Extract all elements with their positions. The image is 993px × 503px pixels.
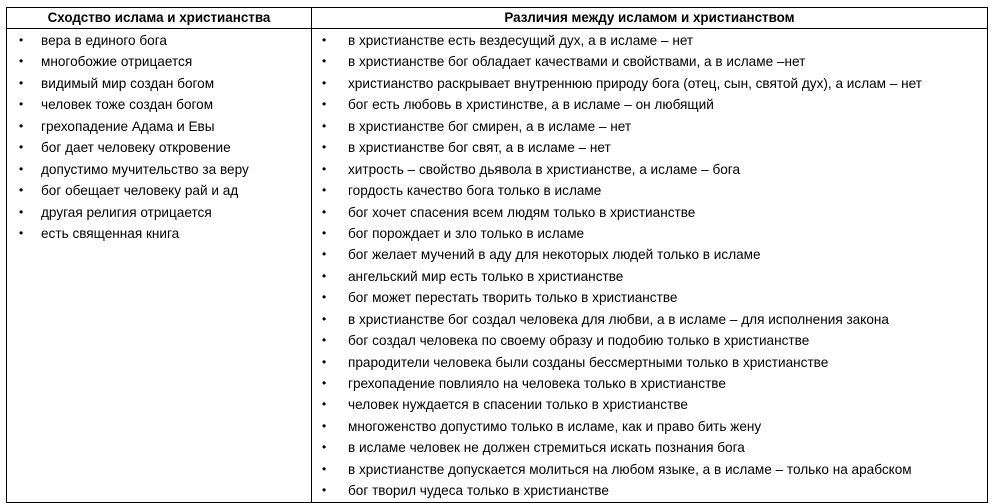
differences-item-text: хитрость – свойство дьявола в христианстве, а исламе – бога: [348, 161, 741, 177]
similarities-header: Сходство ислама и христианства: [7, 8, 312, 29]
bullet-icon: •: [322, 97, 327, 112]
similarities-item: [7, 51, 311, 72]
differences-list: [312, 29, 987, 502]
bullet-icon: •: [322, 33, 327, 47]
differences-item-text: в христианстве есть вездесущий дух, а в исламе – нет: [348, 33, 694, 48]
differences-item: [312, 459, 987, 480]
bullet-icon: •: [19, 54, 24, 69]
bullet-icon: •: [322, 161, 327, 176]
differences-item: [312, 309, 987, 330]
differences-item-text: христианство раскрывает внутреннюю природу бога (отец, сын, святой дух), а ислам – нет: [348, 75, 922, 91]
differences-item-text: в христианстве бог смирен, а в исламе – нет: [348, 118, 632, 134]
similarities-item-text: видимый мир создан богом: [41, 75, 215, 91]
bullet-icon: •: [19, 33, 24, 47]
similarities-item: [7, 94, 311, 115]
differences-item: [312, 373, 987, 394]
similarities-item-text: вера в единого бога: [41, 33, 167, 48]
bullet-icon: •: [322, 397, 327, 412]
bullet-icon: •: [322, 461, 327, 476]
similarities-item-text: человек тоже создан богом: [41, 97, 214, 113]
differences-item: [312, 51, 987, 72]
comparison-table: [6, 7, 988, 503]
bullet-icon: •: [322, 140, 327, 155]
differences-item-text: бог желает мучений в аду для некоторых людей только в исламе: [348, 247, 761, 263]
bullet-icon: •: [322, 311, 327, 326]
differences-item: [312, 437, 987, 458]
bullet-icon: •: [19, 204, 24, 219]
differences-item: [312, 480, 987, 501]
differences-item: [312, 266, 987, 287]
differences-item: [312, 202, 987, 223]
differences-item-text: многоженство допустимо только в исламе, как и право бить жену: [348, 418, 762, 434]
similarities-item-text: допустимо мучительство за веру: [41, 161, 249, 177]
differences-item: [312, 330, 987, 351]
similarities-list: [7, 29, 311, 244]
bullet-icon: •: [322, 225, 327, 240]
bullet-icon: •: [322, 418, 327, 433]
similarities-item: [7, 202, 311, 223]
bullet-icon: •: [19, 75, 24, 90]
differences-item-text: в христианстве бог создал человека для любви, а в исламе – для исполнения закона: [348, 311, 889, 327]
differences-item: [312, 394, 987, 415]
differences-item: [312, 30, 987, 51]
similarities-item: [7, 223, 311, 244]
differences-item: [312, 352, 987, 373]
bullet-icon: •: [19, 183, 24, 198]
differences-item-text: бог создал человека по своему образу и подобию только в христианстве: [348, 333, 810, 349]
bullet-icon: •: [322, 290, 327, 305]
differences-item-text: человек нуждается в спасении только в христианстве: [348, 397, 688, 413]
differences-item: [312, 223, 987, 244]
differences-item: [312, 159, 987, 180]
similarities-item-text: многобожие отрицается: [41, 54, 193, 70]
similarities-item: [7, 30, 311, 51]
differences-item-text: бог порождает и зло только в исламе: [348, 225, 585, 241]
differences-item-text: гордость качество бога только в исламе: [348, 183, 602, 199]
differences-item-text: грехопадение повлияло на человека только в христианстве: [348, 376, 726, 391]
differences-item-text: бог может перестать творить только в христианстве: [348, 290, 678, 306]
similarities-item: [7, 73, 311, 94]
bullet-icon: •: [322, 204, 327, 219]
bullet-icon: •: [322, 75, 327, 90]
differences-item-text: в исламе человек не должен стремиться искать познания бога: [348, 440, 745, 456]
differences-item: [312, 180, 987, 201]
differences-item-text: в христианстве допускается молиться на любом языке, а в исламе – только на арабском: [348, 461, 912, 477]
bullet-icon: •: [19, 161, 24, 176]
bullet-icon: •: [322, 483, 327, 498]
differences-header: Различия между исламом и христианством: [312, 8, 988, 29]
differences-item-text: прародители человека были созданы бессмертными только в христианстве: [348, 354, 829, 370]
header-row: [7, 8, 988, 29]
bullet-icon: •: [322, 183, 327, 198]
bullet-icon: •: [322, 354, 327, 369]
differences-cell: [312, 29, 988, 503]
bullet-icon: •: [322, 54, 327, 69]
similarities-item: [7, 137, 311, 158]
bullet-icon: •: [322, 268, 327, 283]
similarities-item-text: бог обещает человеку рай и ад: [41, 183, 239, 199]
similarities-item: [7, 180, 311, 201]
similarities-item-text: грехопадение Адама и Евы: [41, 118, 215, 134]
differences-item: [312, 73, 987, 94]
differences-item-text: в христианстве бог обладает качествами и свойствами, а в исламе –нет: [348, 54, 806, 70]
differences-item-text: бог есть любовь в христинстве, а в исламе – он любящий: [348, 97, 714, 113]
differences-item: [312, 94, 987, 115]
content-row: [7, 29, 988, 503]
bullet-icon: •: [322, 247, 327, 262]
differences-item-text: бог творил чудеса только в христианстве: [348, 483, 609, 499]
differences-item: [312, 287, 987, 308]
bullet-icon: •: [19, 225, 24, 240]
similarities-item-text: есть священная книга: [41, 225, 180, 241]
differences-item: [312, 137, 987, 158]
similarities-item: [7, 116, 311, 137]
similarities-item-text: бог дает человеку откровение: [41, 140, 231, 156]
bullet-icon: •: [322, 333, 327, 348]
bullet-icon: •: [322, 440, 327, 455]
bullet-icon: •: [19, 118, 24, 133]
differences-item-text: бог хочет спасения всем людям только в христианстве: [348, 204, 696, 220]
bullet-icon: •: [19, 140, 24, 155]
bullet-icon: •: [322, 118, 327, 133]
differences-item: [312, 116, 987, 137]
differences-item-text: ангельский мир есть только в христианстве: [348, 268, 624, 284]
similarities-item-text: другая религия отрицается: [41, 204, 212, 220]
differences-item: [312, 416, 987, 437]
differences-item-text: в христианстве бог свят, а в исламе – нет: [348, 140, 611, 156]
similarities-cell: [7, 29, 312, 503]
bullet-icon: •: [322, 376, 327, 390]
similarities-item: [7, 159, 311, 180]
bullet-icon: •: [19, 97, 24, 112]
differences-item: [312, 244, 987, 265]
